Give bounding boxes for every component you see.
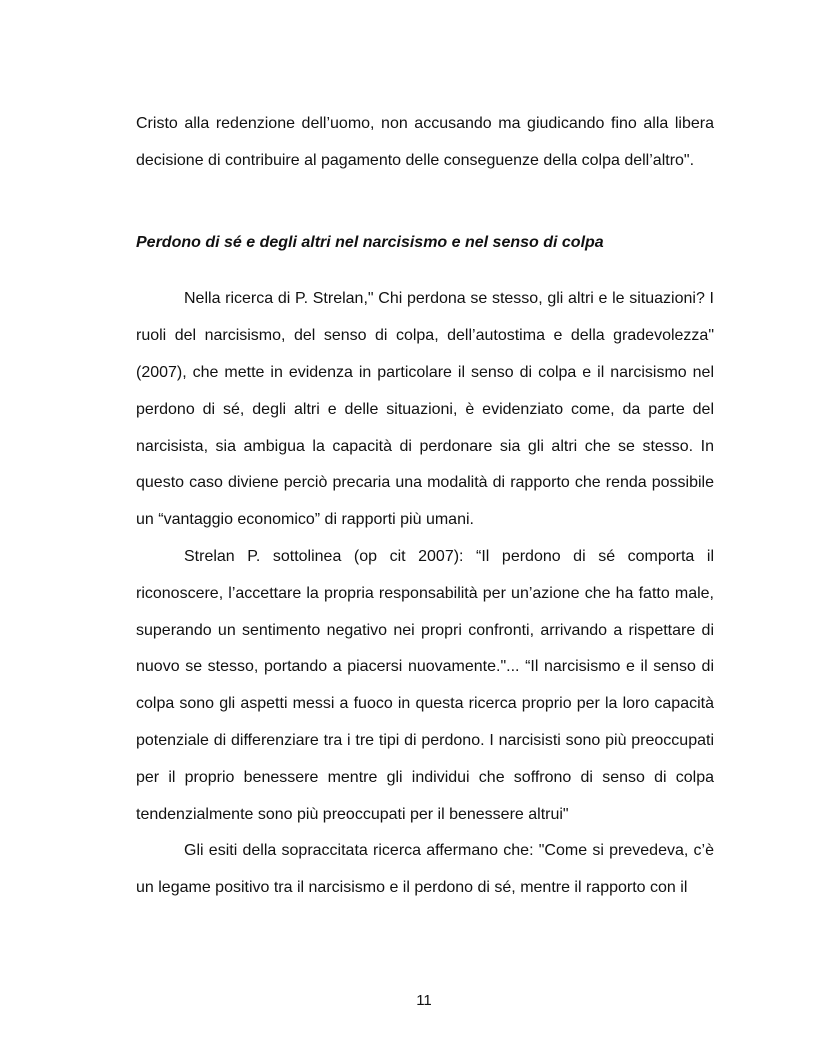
body-paragraph: Gli esiti della sopraccitata ricerca affermano che: "Come si prevedeva, c’è un legame positivo tra il narcisismo e il perdono di sé, mentre il rapporto con il [136,842,714,897]
body-paragraph: Nella ricerca di P. Strelan," Chi perdona se stesso, gli altri e le situazioni? I ruoli del narcisismo, del senso di colpa, dell’autostima e della gradevolezza" (2007), che mette in evidenza in particolare il senso di colpa e il narcisismo nel perdono di sé, degli altri e delle situazioni, è evidenziato come, da parte del narcisista, sia ambigua la capacità di perdonare sia gli altri che se stesso. In questo caso diviene perciò precaria una modalità di rapporto che renda possibile un “vantaggio economico” di rapporti più umani. [136,290,714,529]
body-paragraph: Strelan P. sottolinea (op cit 2007): “Il perdono di sé comporta il riconoscere, l’accettare la propria responsabilità per un’azione che ha fatto male, superando un sentimento negativo nei propri confronti, arrivando a rispettare di nuovo se stesso, portando a piacersi nuovamente."... “Il narcisismo e il senso di colpa sono gli aspetti messi a fuoco in questa ricerca proprio per la loro capacità potenziale di differenziare tra i tre tipi di perdono. I narcisisti sono più preoccupati per il proprio benessere mentre gli individui che soffrono di senso di colpa tendenzialmente sono più preoccupati per il benessere altrui" [136,547,714,823]
intro-paragraph: Cristo alla redenzione dell’uomo, non accusando ma giudicando fino alla libera decisione di contribuire al pagamento delle conseguenze della colpa dell’altro". [136,115,714,169]
document-page [136,106,714,907]
page-number: 11 [416,992,432,1009]
section-heading: Perdono di sé e degli altri nel narcisismo e nel senso di colpa [136,233,604,251]
